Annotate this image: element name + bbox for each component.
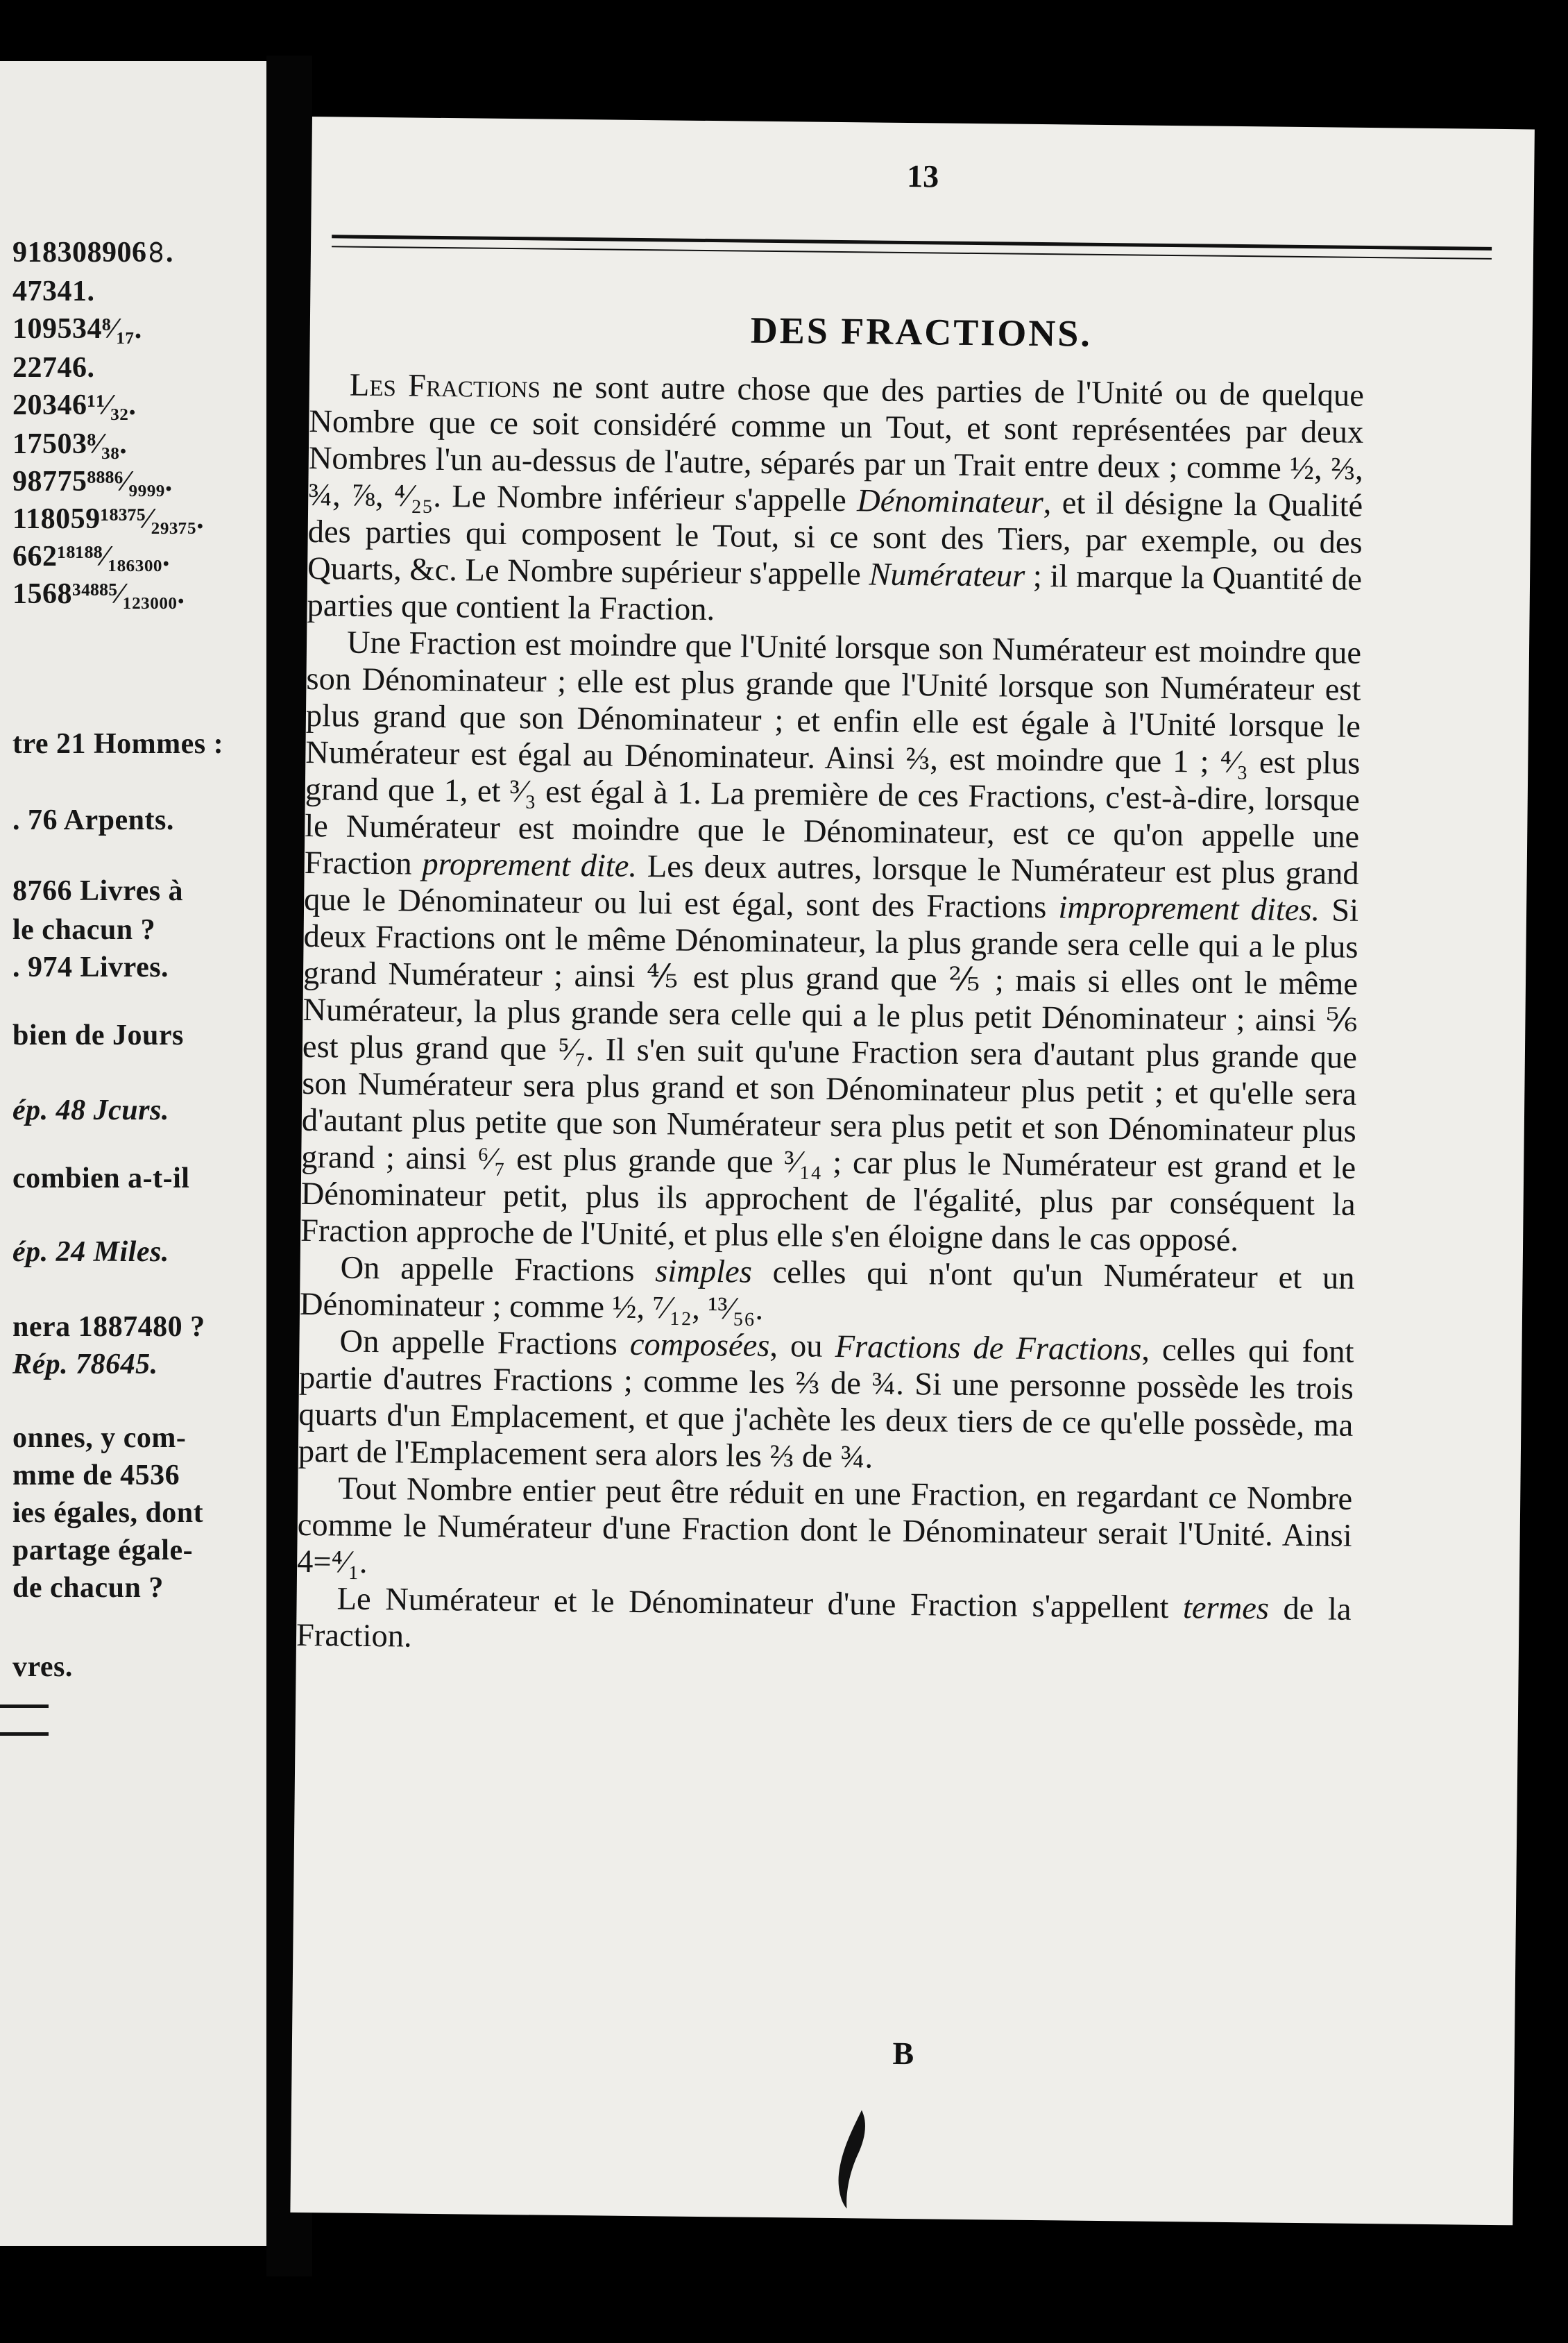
left-line: . 76 Arpents. [12, 804, 174, 836]
left-line: ép. 24 Miles. [12, 1236, 169, 1268]
left-line: vres. [12, 1651, 73, 1683]
left-line: 109534⁸⁄₁₇. [12, 313, 142, 345]
left-line: combien a-t-il [12, 1162, 190, 1194]
left-line: tre 21 Hommes : [12, 728, 224, 760]
left-line: 98775⁸⁸⁸⁶⁄₉₉₉₉. [12, 466, 173, 498]
left-line: ép. 48 Jcurs. [12, 1094, 169, 1126]
signature-letter: B [892, 2035, 914, 2072]
left-page [0, 61, 266, 2246]
paragraph: On appelle Fractions composées, ou Fractions de Fractions, celles qui font partie d'autres Fractions ; comme les ⅔ de ¾. Si une personne possède les trois quarts d'un Emplacement, et que j'achète les deux tiers de ce qu'elle possède, ma part de l'Emplacement sera alors les ⅔ de ¾. [298, 1323, 1354, 1475]
left-line: 8766 Livres à [12, 875, 184, 907]
left-line: le chacun ? [12, 914, 156, 946]
left-line: 20346¹¹⁄₃₂. [12, 389, 137, 421]
paragraph: Tout Nombre entier peut être réduit en une Fraction, en regardant ce Nombre comme le Numérateur d'une Fraction dont le Dénominateur serait l'Unité. Ainsi 4=⁴⁄₁. [296, 1471, 1353, 1580]
left-line: 17503⁸⁄₃₈. [12, 428, 128, 460]
left-line: 47341. [12, 276, 95, 307]
left-line: 118059¹⁸³⁷⁵⁄₂₉₃₇₅. [12, 503, 205, 535]
left-line: 662¹⁸¹⁸⁸⁄₁₈₆₃₀₀. [12, 541, 171, 573]
body-text [296, 366, 1364, 1665]
paragraph: Une Fraction est moindre que l'Unité lorsque son Numérateur est moindre que son Dénominateur ; elle est plus grande que l'Unité lorsque son Numérateur est plus grand que son Dénominateur ; et enfin elle est égale à l'Unité lorsque le Numérateur est égal au Dénominateur. Ainsi ⅔, est moindre que 1 ; ⁴⁄₃ est plus grand que 1, et ³⁄₃ est égal à 1. La première de ces Fractions, c'est-à-dire, lorsque le Numérateur est moindre que le Dénominateur, est ce qu'on appelle une Fraction proprement dite. Les deux autres, lorsque le Numérateur est plus grand que le Dénominateur ou lui est égal, sont des Fractions improprement dites. Si deux Fractions ont le même Dénominateur, la plus grande sera celle qui a le plus grand Numérateur ; ainsi ⅘ est plus grand que ⅖ ; mais si elles ont le même Numérateur, la plus grande sera celle qui a le plus petit Dénominateur ; ainsi ⅚ est plus grand que ⁵⁄₇. Il s'en suit qu'une Fraction sera d'autant plus grande que son Numérateur sera plus grand et son Dénominateur plus petit ; et qu'elle sera d'autant plus petite que son Numérateur sera plus petit et son Dénominateur plus grand ; ainsi ⁶⁄₇ est plus grande que ³⁄₁₄ ; car plus le Numérateur est grand et le Dénominateur petit, plus ils approchent de l'égalité, plus par conséquent la Fraction approche de l'Unité, et plus elle s'en éloigne dans le cas opposé. [300, 625, 1362, 1259]
left-line: partage égale- [12, 1534, 194, 1566]
left-rule [0, 1705, 49, 1708]
left-line: bien de Jours [12, 1020, 184, 1051]
left-line: 918308906𝟾. [12, 237, 173, 269]
right-page [290, 117, 1535, 2225]
left-line: nera 1887480 ? [12, 1311, 205, 1343]
page-number: 13 [906, 158, 939, 194]
left-rule [0, 1732, 49, 1736]
paragraph: On appelle Fractions simples celles qui n'ont qu'un Numérateur et un Dénominateur ; comme ½, ⁷⁄₁₂, ¹³⁄₅₆. [299, 1250, 1355, 1327]
left-line: onnes, y com- [12, 1422, 187, 1454]
left-line: . 974 Livres. [12, 951, 169, 983]
paragraph: Le Numérateur et le Dénominateur d'une Fraction s'appellent termes de la Fraction. [296, 1581, 1352, 1655]
left-line: ies égales, dont [12, 1497, 204, 1529]
ink-blot-icon [831, 2107, 874, 2212]
left-line: 1568³⁴⁸⁸⁵⁄₁₂₃₀₀₀. [12, 578, 185, 610]
left-line: 22746. [12, 352, 95, 384]
left-line: Rép. 78645. [12, 1348, 158, 1380]
left-line: de chacun ? [12, 1572, 164, 1604]
paragraph: Les Fractions ne sont autre chose que des parties de l'Unité ou de quelque Nombre que ce soit considéré comme un Tout, et sont représentées par deux Nombres l'un au-dessus de l'autre, séparés par un Trait entre deux ; comme ½, ⅔, ¾, ⅞, ⁴⁄₂₅. Le Nombre inférieur s'appelle Dénominateur, et il désigne la Qualité des parties qui composent le Tout, si ce sont des Tiers, par exemple, ou des Quarts, &c. Le Nombre supérieur s'appelle Numérateur ; il marque la Quantité de parties que contient la Fraction. [307, 367, 1365, 628]
left-line: mme de 4536 [12, 1460, 180, 1491]
chapter-title: DES FRACTIONS. [750, 309, 1093, 355]
